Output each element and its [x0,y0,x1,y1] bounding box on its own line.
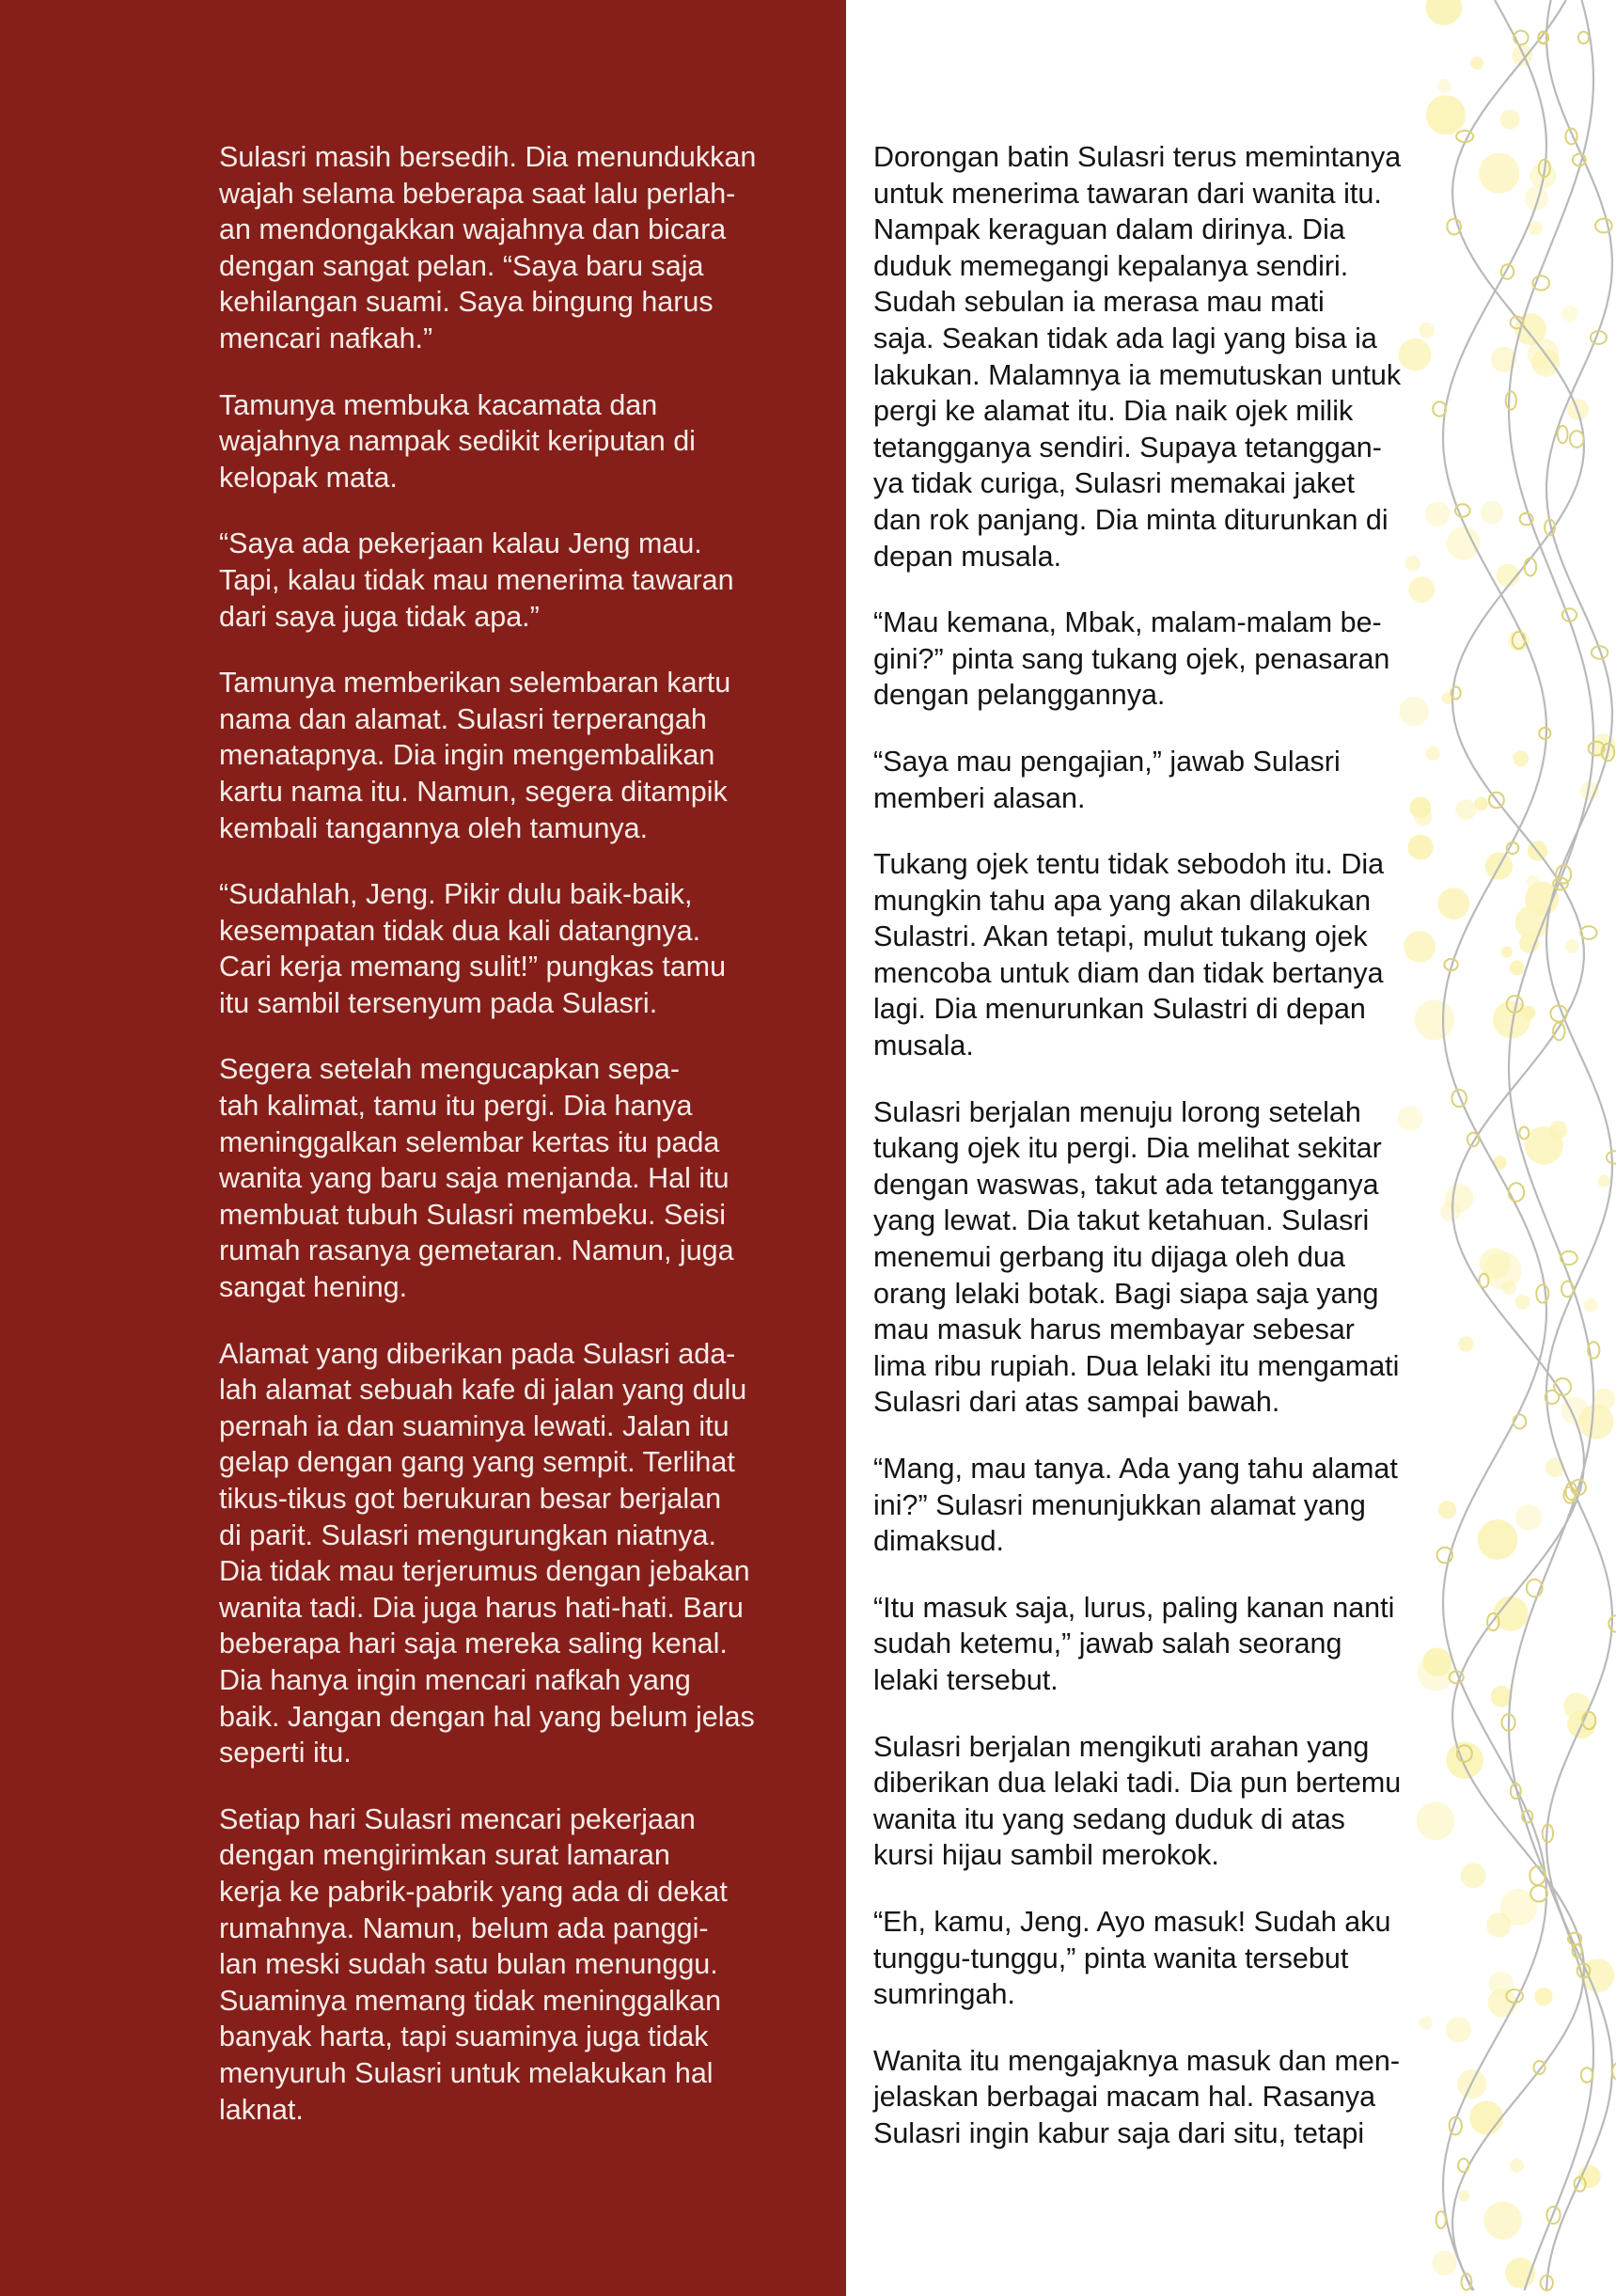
text-line: tikus-tikus got berukuran besar berjalan [219,1483,722,1515]
text-line: kelopak mata. [219,461,398,494]
decor-dot [1433,2251,1457,2275]
paragraph [873,846,1466,1064]
text-line: ya tidak curiga, Sulasri memakai jaket [873,467,1355,500]
text-line: “Itu masuk saja, lurus, paling kanan nanti [873,1591,1395,1624]
decor-ring [1539,728,1550,739]
decor-dot [1470,56,1483,70]
decor-dot [1512,45,1532,66]
text-line: wanita itu yang sedang duduk di atas [873,1802,1345,1835]
text-line: kerja ke pabrik-pabrik yang ada di dekat [219,1875,728,1908]
text-line: Tapi, kalau tidak mau menerima tawaran [219,563,734,596]
text-line: itu sambil tersenyum pada Sulasri. [219,986,658,1019]
decor-ring [1578,32,1589,44]
decor-dot [1426,95,1466,134]
decor-ring [1534,2061,1545,2074]
text-line: menemui gerbang itu dijaga oleh dua [873,1241,1345,1274]
text-line: sumringah. [873,1978,1015,2011]
decor-ring [1530,1886,1547,1902]
text-line: tah kalimat, tamu itu pergi. Dia hanya [219,1090,693,1123]
decor-ring [1530,1866,1545,1885]
text-line: pergi ke alamat itu. Dia naik ojek milik [873,395,1354,428]
text-line: wajahnya nampak sedikit keriputan di [219,425,696,458]
text-line: diberikan dua lelaki tadi. Dia pun bertemu [873,1767,1402,1800]
paragraph [219,1801,821,2128]
text-line: depan musala. [873,540,1062,573]
decor-dot [1437,79,1451,93]
text-line: mencari nafkah.” [219,322,433,354]
decor-ring [1561,1251,1577,1265]
decor-ring [1558,426,1568,444]
text-line: baik. Jangan dengan hal yang belum jelas [219,1700,755,1733]
decor-dot [1561,306,1577,322]
decor-dot [1458,2191,1469,2202]
text-line: laknat. [219,2093,304,2126]
decor-dot [1527,875,1541,889]
decor-dot [1598,1175,1610,1187]
decor-dot [1584,1298,1598,1313]
text-line: Tamunya memberikan selembaran kartu [219,667,731,700]
decor-dot [1510,2159,1524,2173]
text-line: “Mau kemana, Mbak, malam-malam be- [873,606,1382,639]
decor-ring [1536,1284,1548,1302]
decor-ring [1595,219,1612,233]
text-line: mencoba untuk diam dan tidak bertanya [873,956,1384,989]
paragraph [873,1451,1466,1560]
text-line: dari saya juga tidak apa.” [219,600,540,633]
decor-dot [1481,501,1503,524]
story-column-right [873,139,1466,2182]
paragraph [219,665,821,846]
text-line: kesempatan tidak dua kali datangnya. [219,914,701,947]
text-line: rumahnya. Namun, belum ada panggi- [219,1911,709,1944]
text-line: lagi. Dia menurunkan Sulastri di depan [873,993,1366,1026]
text-line: sangat hening. [219,1271,408,1304]
text-line: membuat tubuh Sulasri membeku. Seisi [219,1198,727,1231]
decor-ring [1506,391,1516,409]
paragraph [219,139,821,357]
text-line: ini?” Sulasri menunjukkan alamat yang [873,1488,1366,1521]
text-line: Dia tidak mau terjerumus dengan jebakan [219,1555,750,1588]
decor-dot [1483,2201,1521,2239]
decor-dot [1478,1519,1518,1560]
decor-dot [1514,313,1546,345]
text-line: banyak harta, tapi suaminya juga tidak [219,2021,709,2053]
decor-dot [1594,1388,1616,1409]
text-line: kembali tangannya oleh tamunya. [219,811,649,844]
text-line: Wanita itu mengajaknya masuk dan men- [873,2044,1401,2077]
paragraph [873,1729,1466,1874]
paragraph [219,876,821,1021]
text-line: “Sudahlah, Jeng. Pikir dulu baik-baik, [219,878,693,911]
text-line: Dia hanya ingin mencari nafkah yang [219,1663,691,1696]
decor-dot [1513,750,1529,766]
decor-dot [1489,1972,1514,1996]
text-line: beberapa hari saja mereka saling kenal. [219,1628,728,1660]
text-line: “Eh, kamu, Jeng. Ayo masuk! Sudah aku [873,1905,1391,1938]
text-line: Sudah sebulan ia merasa mau mati [873,286,1325,319]
text-line: jelaskan berbagai macam hal. Rasanya [873,2081,1376,2114]
text-line: kursi hijau sambil merokok. [873,1839,1219,1872]
text-line: Sulasri dari atas sampai bawah. [873,1386,1280,1419]
decor-ring [1519,1127,1529,1140]
paragraph [873,744,1466,816]
text-line: dan rok panjang. Dia minta diturunkan di [873,503,1389,536]
decor-ring [1436,2211,1446,2228]
decor-dot [1474,797,1488,811]
text-line: sudah ketemu,” jawab salah seorang [873,1628,1342,1660]
decor-dot [1534,1988,1552,2005]
paragraph [219,1336,821,1771]
paragraph [219,526,821,635]
text-line: kehilangan suami. Saya bingung harus [219,286,714,319]
text-line: memberi alasan. [873,781,1086,814]
text-line: wanita yang baru saja menjanda. Hal itu [219,1162,730,1195]
decor-dot [1515,1504,1542,1531]
paragraph [873,1094,1466,1421]
text-line: “Saya mau pengajian,” jawab Sulasri [873,745,1341,778]
text-line: gini?” pinta sang tukang ojek, penasaran [873,642,1390,675]
text-line: dengan mengirimkan surat lamaran [219,1839,670,1872]
paragraph [873,2043,1466,2152]
text-line: Sulasri berjalan mengikuti arahan yang [873,1730,1370,1763]
paragraph [873,605,1466,714]
text-line: rumah rasanya gemetaran. Namun, juga [219,1234,734,1267]
text-line: dengan pelanggannya. [873,679,1166,712]
paragraph [219,1051,821,1305]
decor-dot [1545,1458,1565,1478]
decor-dot [1549,1121,1567,1139]
text-line: lah alamat sebuah kafe di jalan yang dulu [219,1374,747,1407]
text-line: nama dan alamat. Sulasri terperangah [219,702,707,735]
text-line: di parit. Sulasri mengurungkan niatnya. [219,1518,716,1551]
text-line: orang lelaki botak. Bagi siapa saja yang [873,1277,1379,1310]
decor-dot [1479,153,1519,194]
text-line: Nampak keraguan dalam dirinya. Dia [873,213,1345,246]
decor-ring [1525,558,1536,576]
decor-dot [1565,939,1579,953]
text-line: saja. Seakan tidak ada lagi yang bisa ia [873,322,1377,354]
decor-ring [1580,926,1596,939]
decor-dot [1469,2101,1503,2135]
text-line: Dorongan batin Sulasri terus memintanya [873,141,1402,173]
text-line: yang lewat. Dia takut ketahuan. Sulasri [873,1204,1370,1237]
text-line: Cari kerja memang sulit!” pungkas tamu [219,951,727,983]
decor-vine [1452,0,1584,2290]
decor-ring [1581,2068,1592,2082]
text-line: mau masuk harus membayar sebesar [873,1313,1355,1346]
text-line: gelap dengan gang yang sempit. Terlihat [219,1446,735,1479]
text-line: Suaminya memang tidak meninggalkan [219,1984,722,2017]
text-line: lan meski sudah satu bulan menunggu. [219,1948,718,1981]
text-line: untuk menerima tawaran dari wanita itu. [873,177,1382,210]
decor-dot [1425,0,1462,25]
text-line: Sulastri. Akan tetapi, mulut tukang ojek [873,920,1368,953]
decor-ring [1561,1282,1574,1297]
text-line: lima ribu rupiah. Dua lelaki itu mengamati [873,1349,1400,1382]
text-line: Segera setelah mengucapkan sepa- [219,1053,681,1086]
text-line: dengan sangat pelan. “Saya baru saja [219,249,704,282]
text-line: lelaki tersebut. [873,1663,1059,1696]
decor-ring [1509,1183,1524,1201]
text-line: Tukang ojek tentu tidak sebodoh itu. Dia [873,848,1385,881]
text-line: menyuruh Sulasri untuk melakukan hal [219,2056,714,2089]
text-line: Tamunya membuka kacamata dan [219,388,658,421]
paragraph [873,1590,1466,1699]
text-line: pernah ia dan suaminya lewati. Jalan itu [219,1409,730,1442]
text-line: tukang ojek itu pergi. Dia melihat sekitar [873,1132,1382,1165]
text-line: duduk memegangi kepalanya sendiri. [873,249,1349,282]
text-line: menatapnya. Dia ingin mengembalikan [219,739,715,772]
decor-ring [1550,1006,1566,1022]
decor-dot [1501,947,1513,958]
story-column-left [219,139,821,2158]
text-line: Sulasri berjalan menuju lorong setelah [873,1095,1361,1128]
text-line: dengan waswas, takut ada tetangganya [873,1168,1379,1201]
text-line: mungkin tahu apa yang akan dilakukan [873,884,1372,917]
text-line: Alamat yang diberikan pada Sulasri ada- [219,1337,736,1370]
decor-ring [1570,431,1584,448]
paragraph [873,1904,1466,2013]
decor-dot [1515,1295,1530,1310]
decor-dot [1500,110,1520,130]
text-line: an mendongakkan wajahnya dan bicara [219,213,727,246]
text-line: kartu nama itu. Namun, segera ditampik [219,775,728,808]
text-line: “Saya ada pekerjaan kalau Jeng mau. [219,527,702,560]
text-line: wanita tadi. Dia juga harus hati-hati. Baru [219,1591,744,1624]
decor-dot [1510,961,1525,976]
text-line: tetangganya sendiri. Supaya tetanggan- [873,431,1382,464]
text-line: “Mang, mau tanya. Ada yang tahu alamat [873,1453,1398,1485]
text-line: tunggu-tunggu,” pinta wanita tersebut [873,1942,1349,1974]
text-line: Sulasri ingin kabur saja dari situ, tetapi [873,2116,1365,2149]
paragraph [219,387,821,496]
text-line: dimaksud. [873,1525,1005,1558]
decor-dot [1529,221,1543,235]
text-line: lakukan. Malamnya ia memutuskan untuk [873,358,1402,391]
text-line: seperti itu. [219,1737,352,1769]
text-line: wajah selama beberapa saat lalu perlah- [219,177,736,210]
paragraph [873,139,1466,574]
text-line: musala. [873,1030,974,1062]
text-line: Setiap hari Sulasri mencari pekerjaan [219,1802,696,1835]
text-line: meninggalkan selembar kertas itu pada [219,1125,720,1158]
text-line: Sulasri masih bersedih. Dia menundukkan [219,141,757,173]
